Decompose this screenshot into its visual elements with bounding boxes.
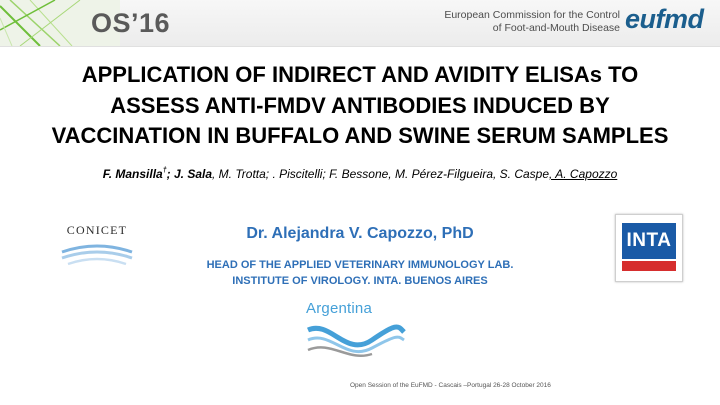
authors-rest: , M. Trotta; . Piscitelli; F. Bessone, M. Pérez-Filgueira, S. Caspe [212, 167, 550, 181]
author-1-mark: † [162, 167, 167, 174]
commission-line-2: of Foot-and-Mouth Disease [492, 22, 620, 34]
author-2: J. Sala [173, 167, 213, 181]
speaker-name: Dr. Alejandra V. Capozzo, PhD [246, 225, 474, 242]
presentation-title [0, 60, 720, 152]
event-label: OS’16 [91, 8, 171, 38]
inta-logo-text: INTA [626, 230, 672, 251]
argentina-wave-icon [306, 318, 406, 362]
header [0, 0, 720, 46]
commission-name [444, 9, 620, 35]
eufmd-logo: eufmd [625, 4, 704, 34]
commission-line-1: European Commission for the Control [444, 9, 620, 21]
speaker-role-line-1: HEAD OF THE APPLIED VETERINARY IMMUNOLOGY LAB. [206, 259, 514, 271]
title-line-2: ASSESS ANTI-FMDV ANTIBODIES INDUCED BY [110, 92, 610, 118]
argentina-logo-text: Argentina [306, 300, 373, 317]
title-line-1: APPLICATION OF INDIRECT AND AVIDITY ELISAs TO [81, 62, 639, 87]
conicet-logo-text: CONICET [66, 223, 128, 237]
footer-text: Open Session of the EuFMD - Cascais –Portugal 26-28 October 2016 [350, 382, 551, 389]
speaker-role-line-2: INSTITUTE OF VIROLOGY. INTA. BUENOS AIRES [232, 275, 488, 287]
inta-logo [615, 214, 683, 282]
author-separator: ; [166, 167, 174, 181]
title-line-3: VACCINATION IN BUFFALO AND SWINE SERUM SAMPLES [51, 123, 669, 148]
inta-logo-bar [622, 261, 676, 271]
author-1: F. Mansilla [102, 167, 163, 181]
author-last: , A. Capozzo [549, 167, 618, 181]
authors-line [0, 167, 720, 181]
